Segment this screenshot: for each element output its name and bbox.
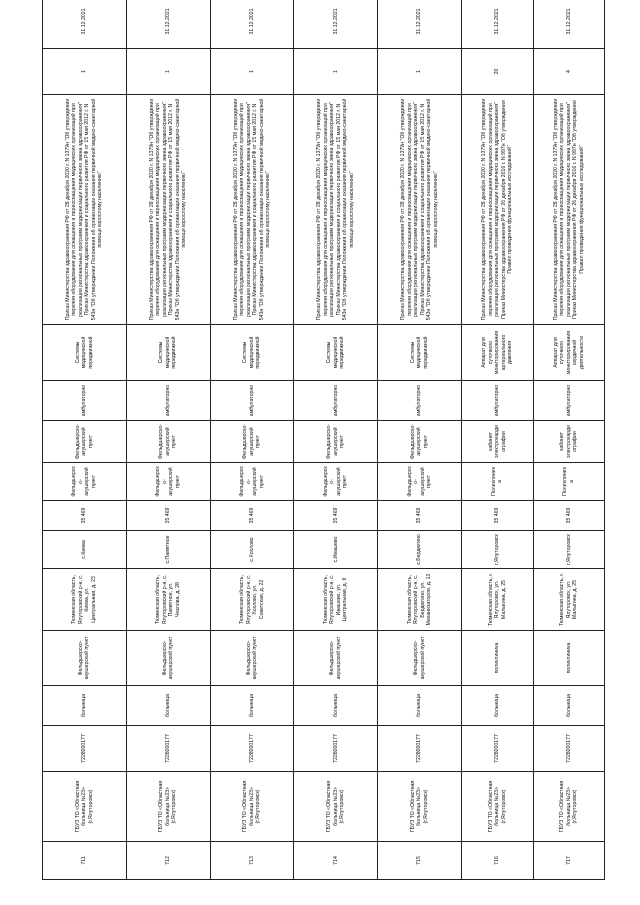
cell-type: больница	[533, 686, 605, 726]
cell-num: 712	[126, 842, 210, 880]
cell-inn: 7228000177	[294, 726, 378, 772]
table-row	[533, 0, 605, 880]
cell-address: Тюменская область, Ялуторовский р-н, с. Бердюгино, ул. Механизаторов, д. 12	[378, 569, 462, 631]
cell-doc: Приказ Министерства здравоохранения РФ от 28 декабря 2020 г. N 1379н "Об утверждении перечня оборудования для оснащения и переоснащения медицинских организаций при реализации региональных программ модернизации первичного звена здравоохранения" Приказ Министерства здравоохранения и социального развития РФ от 15 мая 2012 г. N 543н "Об утверждении Положения об организации оказания первичной медико-санитарной помощи взрослому населению"	[43, 95, 127, 325]
cell-care: амбулаторно	[126, 381, 210, 421]
cell-doc: Приказ Министерства здравоохранения РФ от 28 декабря 2020 г. N 1379н "Об утверждении перечня оборудования для оснащения и переоснащения медицинских организаций при реализации региональных программ модернизации первичного звена здравоохранения" Приказ Министерства здравоохранения и социального развития РФ от 15 мая 2012 г. N 543н "Об утверждении Положения об организации оказания первичной медико-санитарной помощи взрослому населению"	[294, 95, 378, 325]
cell-address: Тюменская область, Ялуторовский р-н, с. Киева, ул. Центральная, д. 23	[43, 569, 127, 631]
cell-org: ГБУЗ ТО «Областная больница №23» (г.Ялуторовск)	[43, 772, 127, 842]
cell-address: Тюменская область, г. Ялуторовск, ул. Малыгина, д. 25	[462, 569, 533, 631]
cell-qty: 1	[210, 49, 294, 95]
cell-doc: Приказ Министерства здравоохранения РФ от 28 декабря 2020 г. N 1379н "Об утверждении перечня оборудования для оснащения и переоснащения медицинских организаций при реализации региональных программ модернизации первичного звена здравоохранения" Приказ Министерства здравоохранения РФ от 26 декабря 2016 г. N 997н "Об утверждении Правил проведения функциональных исследований"	[533, 95, 605, 325]
table-row	[43, 0, 127, 880]
cell-date: 31.12.2021	[43, 0, 127, 49]
cell-unit: поликлиника	[533, 631, 605, 686]
cell-inn: 7228000177	[533, 726, 605, 772]
cell-num: 713	[210, 842, 294, 880]
cell-settlement: с.Ивашево	[294, 531, 378, 569]
cell-care: амбулаторно	[43, 381, 127, 421]
cell-inn: 7228000177	[210, 726, 294, 772]
cell-doc: Приказ Министерства здравоохранения РФ от 28 декабря 2020 г. N 1379н "Об утверждении перечня оборудования для оснащения и переоснащения медицинских организаций при реализации региональных программ модернизации первичного звена здравоохранения" Приказ Министерства здравоохранения и социального развития РФ от 15 мая 2012 г. N 543н "Об утверждении Положения об организации оказания первичной медико-санитарной помощи взрослому населению"	[378, 95, 462, 325]
cell-qty: 1	[126, 49, 210, 95]
cell-doc: Приказ Министерства здравоохранения РФ от 28 декабря 2020 г. N 1379н "Об утверждении перечня оборудования для оснащения и переоснащения медицинских организаций при реализации региональных программ модернизации первичного звена здравоохранения" Приказ Министерства здравоохранения и социального развития РФ от 15 мая 2012 г. N 543н "Об утверждении Положения об организации оказания первичной медико-санитарной помощи взрослому населению"	[210, 95, 294, 325]
equipment-register-table	[42, 0, 605, 880]
cell-settlement: г.Ялуторовск	[533, 531, 605, 569]
cell-qty: 4	[533, 49, 605, 95]
cell-address: Тюменская область, г. Ялуторовск, ул. Малыгина, д. 25	[533, 569, 605, 631]
cell-org: ГБУЗ ТО «Областная больница №23» (г.Ялуторовск)	[210, 772, 294, 842]
cell-fap2: кабинет электрокардиографии	[533, 421, 605, 463]
cell-profile: Системы медицинской передвижной	[126, 325, 210, 381]
cell-fap2: кабинет электрокардиографии	[462, 421, 533, 463]
cell-fap2: Фельдшерско-акушерский пункт	[126, 421, 210, 463]
cell-inn: 7228000177	[378, 726, 462, 772]
cell-oktmo: 35 469	[210, 501, 294, 531]
table-row	[378, 0, 462, 880]
cell-unit: Фельдшерско-акушерский пункт	[378, 631, 462, 686]
cell-fap1: Фельдшерско-акушерский пункт	[210, 463, 294, 501]
cell-settlement: с.Бердюгино	[378, 531, 462, 569]
cell-num: 711	[43, 842, 127, 880]
table-row	[126, 0, 210, 880]
cell-care: амбулаторно	[210, 381, 294, 421]
cell-date: 31.12.2021	[126, 0, 210, 49]
cell-date: 31.12.2021	[462, 0, 533, 49]
cell-settlement: с.Киева	[43, 531, 127, 569]
cell-fap1: Фельдшерско-акушерский пункт	[126, 463, 210, 501]
cell-org: ГБУЗ ТО «Областная больница №23» (г.Ялуторовск)	[462, 772, 533, 842]
cell-fap1: Поликлиника	[533, 463, 605, 501]
cell-care: амбулаторно	[378, 381, 462, 421]
cell-unit: Фельдшерско-акушерский пункт	[210, 631, 294, 686]
cell-fap2: Фельдшерско-акушерский пункт	[43, 421, 127, 463]
cell-num: 717	[533, 842, 605, 880]
cell-qty: 1	[294, 49, 378, 95]
cell-oktmo: 35 469	[294, 501, 378, 531]
table-row	[210, 0, 294, 880]
cell-fap1: Фельдшерско-акушерский пункт	[43, 463, 127, 501]
table-row	[462, 0, 533, 880]
cell-profile: Системы медицинской передвижной	[294, 325, 378, 381]
cell-type: больница	[43, 686, 127, 726]
cell-fap2: Фельдшерско-акушерский пункт	[294, 421, 378, 463]
cell-inn: 7228000177	[43, 726, 127, 772]
cell-profile: Системы медицинской передвижной	[43, 325, 127, 381]
cell-inn: 7228000177	[126, 726, 210, 772]
cell-care: амбулаторно	[462, 381, 533, 421]
cell-oktmo: 35 469	[533, 501, 605, 531]
cell-org: ГБУЗ ТО «Областная больница №23» (г.Ялуторовск)	[294, 772, 378, 842]
cell-address: Тюменская область, Ялуторовский р-н, с. Памятное, ул. Чкалова, д. 28	[126, 569, 210, 631]
cell-oktmo: 35 469	[126, 501, 210, 531]
cell-care: амбулаторно	[533, 381, 605, 421]
cell-care: амбулаторно	[294, 381, 378, 421]
cell-type: больница	[294, 686, 378, 726]
rotated-table-wrapper	[42, 8, 605, 880]
cell-num: 714	[294, 842, 378, 880]
cell-fap2: Фельдшерско-акушерский пункт	[210, 421, 294, 463]
cell-oktmo: 35 469	[462, 501, 533, 531]
cell-inn: 7228000177	[462, 726, 533, 772]
document-page	[42, 0, 605, 905]
cell-profile: Аппарат для суточного мониторирования артериального давления	[462, 325, 533, 381]
cell-doc: Приказ Министерства здравоохранения РФ от 28 декабря 2020 г. N 1379н "Об утверждении перечня оборудования для оснащения и переоснащения медицинских организаций при реализации региональных программ модернизации первичного звена здравоохранения" Приказ Министерства здравоохранения РФ от 26 декабря 2016 г. N 997н "Об утверждении Правил проведения функциональных исследований"	[462, 95, 533, 325]
cell-unit: Фельдшерско-акушерский пункт	[43, 631, 127, 686]
cell-fap1: Фельдшерско-акушерский пункт	[378, 463, 462, 501]
cell-date: 31.12.2021	[294, 0, 378, 49]
cell-unit: Фельдшерско-акушерский пункт	[126, 631, 210, 686]
cell-type: больница	[462, 686, 533, 726]
cell-org: ГБУЗ ТО «Областная больница №23» (г.Ялуторовск)	[378, 772, 462, 842]
cell-qty: 20	[462, 49, 533, 95]
cell-settlement: с.Хохлово	[210, 531, 294, 569]
cell-org: ГБУЗ ТО «Областная больница №23» (г.Ялуторовск)	[126, 772, 210, 842]
cell-settlement: с.Памятное	[126, 531, 210, 569]
cell-doc: Приказ Министерства здравоохранения РФ от 28 декабря 2020 г. N 1379н "Об утверждении перечня оборудования для оснащения и переоснащения медицинских организаций при реализации региональных программ модернизации первичного звена здравоохранения" Приказ Министерства здравоохранения и социального развития РФ от 15 мая 2012 г. N 543н "Об утверждении Положения об организации оказания первичной медико-санитарной помощи взрослому населению"	[126, 95, 210, 325]
table-row	[294, 0, 378, 880]
cell-date: 31.12.2021	[378, 0, 462, 49]
cell-qty: 1	[378, 49, 462, 95]
cell-qty: 1	[43, 49, 127, 95]
cell-org: ГБУЗ ТО «Областная больница №23» (г.Ялуторовск)	[533, 772, 605, 842]
cell-fap1: Поликлиника	[462, 463, 533, 501]
cell-type: больница	[126, 686, 210, 726]
cell-address: Тюменская область, Ялуторовский р-н, с. Хохлово, ул. Советская, д. 22	[210, 569, 294, 631]
cell-date: 31.12.2021	[533, 0, 605, 49]
cell-profile: Аппарат для суточного мониторирования сердечной деятельности	[533, 325, 605, 381]
cell-type: больница	[210, 686, 294, 726]
cell-oktmo: 35 469	[378, 501, 462, 531]
cell-unit: Фельдшерско-акушерский пункт	[294, 631, 378, 686]
cell-date: 31.12.2021	[210, 0, 294, 49]
cell-address: Тюменская область, Ялуторовский р-н, с. Ивашево, ул. Центральная, д. 9	[294, 569, 378, 631]
cell-oktmo: 35 469	[43, 501, 127, 531]
cell-settlement: г.Ялуторовск	[462, 531, 533, 569]
cell-num: 716	[462, 842, 533, 880]
cell-fap1: Фельдшерско-акушерский пункт	[294, 463, 378, 501]
cell-num: 715	[378, 842, 462, 880]
cell-type: больница	[378, 686, 462, 726]
cell-profile: Системы медицинской передвижной	[378, 325, 462, 381]
cell-unit: поликлиника	[462, 631, 533, 686]
cell-fap2: Фельдшерско-акушерский пункт	[378, 421, 462, 463]
cell-profile: Системы медицинской передвижной	[210, 325, 294, 381]
